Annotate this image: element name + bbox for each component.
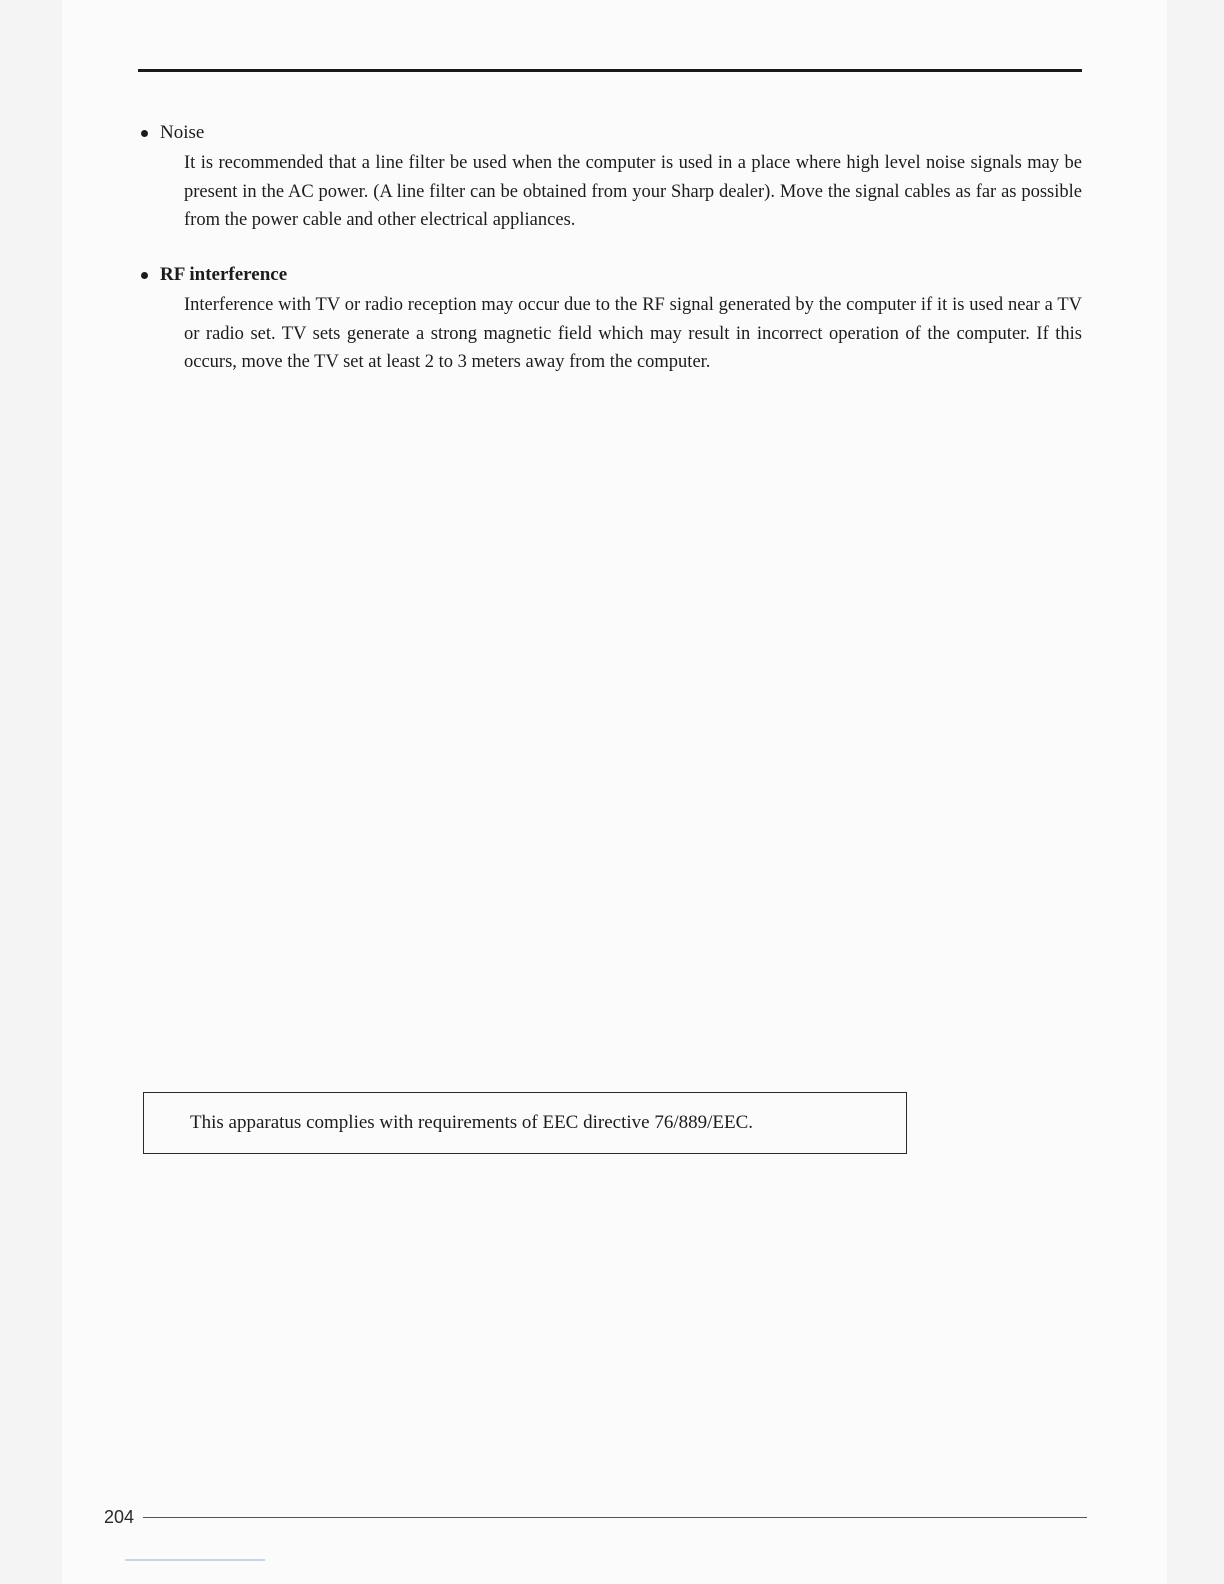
page-sheet <box>62 0 1167 1584</box>
compliance-notice: This apparatus complies with requirements of EEC directive 76/889/EEC. <box>190 1112 754 1133</box>
section-body: It is recommended that a line filter be used when the computer is used in a place where high level noise signals may be present in the AC power. (A line filter can be obtained from your Sharp dealer). Move the signal cables as far as possible from the power cable and other electrical appliances. <box>184 153 1082 230</box>
bullet-icon <box>141 130 148 137</box>
section-body: Interference with TV or radio reception may occur due to the RF signal generated by the computer if it is used near a TV or radio set. TV sets generate a strong magnetic field which may result in incorrect operation of the computer. If this occurs, move the TV set at least 2 to 3 meters away from the computer. <box>184 295 1082 372</box>
section-heading <box>138 263 1082 287</box>
header-rule <box>138 69 1082 72</box>
section-heading-text: Noise <box>160 122 205 143</box>
compliance-notice-box <box>143 1092 907 1154</box>
section-heading-text: RF interference <box>160 264 288 285</box>
footer-rule <box>143 1517 1087 1518</box>
section-heading <box>138 121 1082 145</box>
section-rf-interference <box>138 263 1082 377</box>
page-number: 204 <box>104 1507 135 1527</box>
bullet-icon <box>141 272 148 279</box>
scan-edge-mark <box>125 1559 265 1561</box>
section-noise <box>138 121 1082 235</box>
